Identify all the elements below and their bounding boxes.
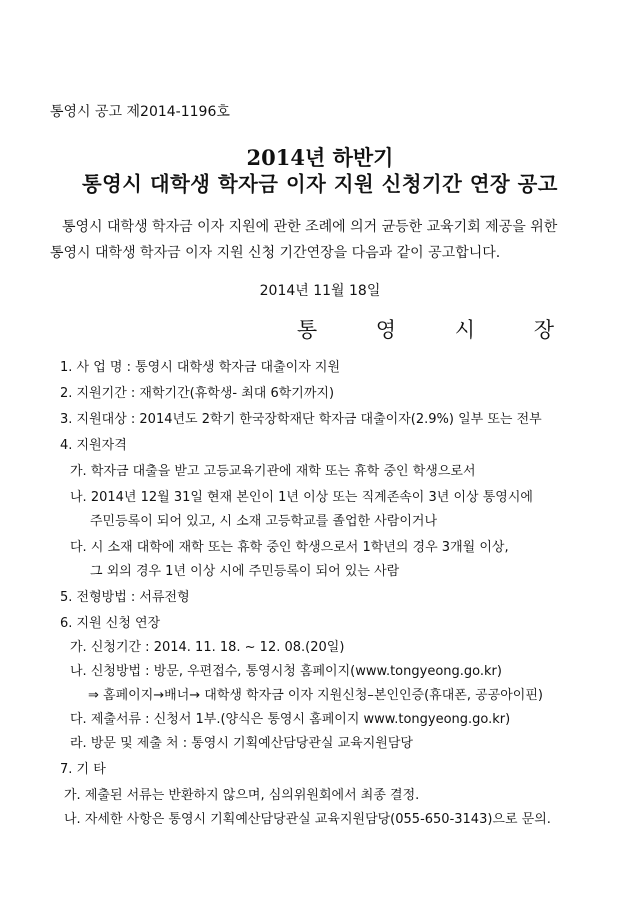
item-1: 1. 사 업 명 : 통영시 대학생 학자금 대출이자 지원	[60, 360, 341, 375]
item-2: 2. 지원기간 : 재학기간(휴학생- 최대 6학기까지)	[60, 386, 335, 401]
item-6-b-cont: ⇒ 홈페이지→배너→ 대학생 학자금 이자 지원신청–본인인증(휴대폰, 공공아이핀)	[88, 688, 543, 703]
item-4: 4. 지원자격	[60, 438, 127, 453]
intro-line-1: 통영시 대학생 학자금 이자 지원에 관한 조례에 의거 균등한 교육기회 제공을 위한	[62, 219, 558, 235]
title-line-2: 통영시 대학생 학자금 이자 지원 신청기간 연장 공고	[82, 172, 558, 196]
item-4-c: 다. 시 소재 대학에 재학 또는 휴학 중인 학생으로서 1학년의 경우 3개월 이상,	[70, 540, 509, 555]
title-line-1: 2014년 하반기	[246, 145, 394, 170]
item-3: 3. 지원대상 : 2014년도 2학기 한국장학재단 학자금 대출이자(2.9%) 일부 또는 전부	[60, 412, 542, 427]
item-4-c-cont: 그 외의 경우 1년 이상 시에 주민등록이 되어 있는 사람	[90, 564, 400, 579]
item-7-a: 가. 제출된 서류는 반환하지 않으며, 심의위원회에서 최종 결정.	[64, 788, 420, 803]
item-6-b: 나. 신청방법 : 방문, 우편접수, 통영시청 홈페이지(www.tongyeong.go.kr)	[70, 664, 502, 679]
item-4-b: 나. 2014년 12월 31일 현재 본인이 1년 이상 또는 직계존속이 3년 이상 통영시에	[70, 490, 533, 505]
mayor-signature: 통 영 시 장	[296, 318, 580, 342]
item-6-c: 다. 제출서류 : 신청서 1부.(양식은 통영시 홈페이지 www.tongyeong.go.kr)	[70, 712, 511, 727]
item-6-a: 가. 신청기간 : 2014. 11. 18. ~ 12. 08.(20일)	[70, 640, 345, 655]
item-4-a: 가. 학자금 대출을 받고 고등교육기관에 재학 또는 휴학 중인 학생으로서	[70, 464, 476, 479]
item-7: 7. 기 타	[60, 762, 106, 777]
item-4-b-cont: 주민등록이 되어 있고, 시 소재 고등학교를 졸업한 사람이거나	[90, 514, 438, 529]
item-6: 6. 지원 신청 연장	[60, 616, 161, 631]
item-5: 5. 전형방법 : 서류전형	[60, 590, 190, 605]
intro-line-2: 통영시 대학생 학자금 이자 지원 신청 기간연장을 다음과 같이 공고합니다.	[50, 245, 501, 261]
notice-number: 통영시 공고 제2014-1196호	[50, 104, 230, 120]
notice-date: 2014년 11월 18일	[259, 283, 381, 299]
intro-paragraph	[50, 214, 610, 266]
item-7-b: 나. 자세한 사항은 통영시 기획예산담당관실 교육지원담당(055-650-3143)으로 문의.	[64, 812, 551, 827]
item-6-d: 라. 방문 및 제출 처 : 통영시 기획예산담당관실 교육지원담당	[70, 736, 413, 751]
